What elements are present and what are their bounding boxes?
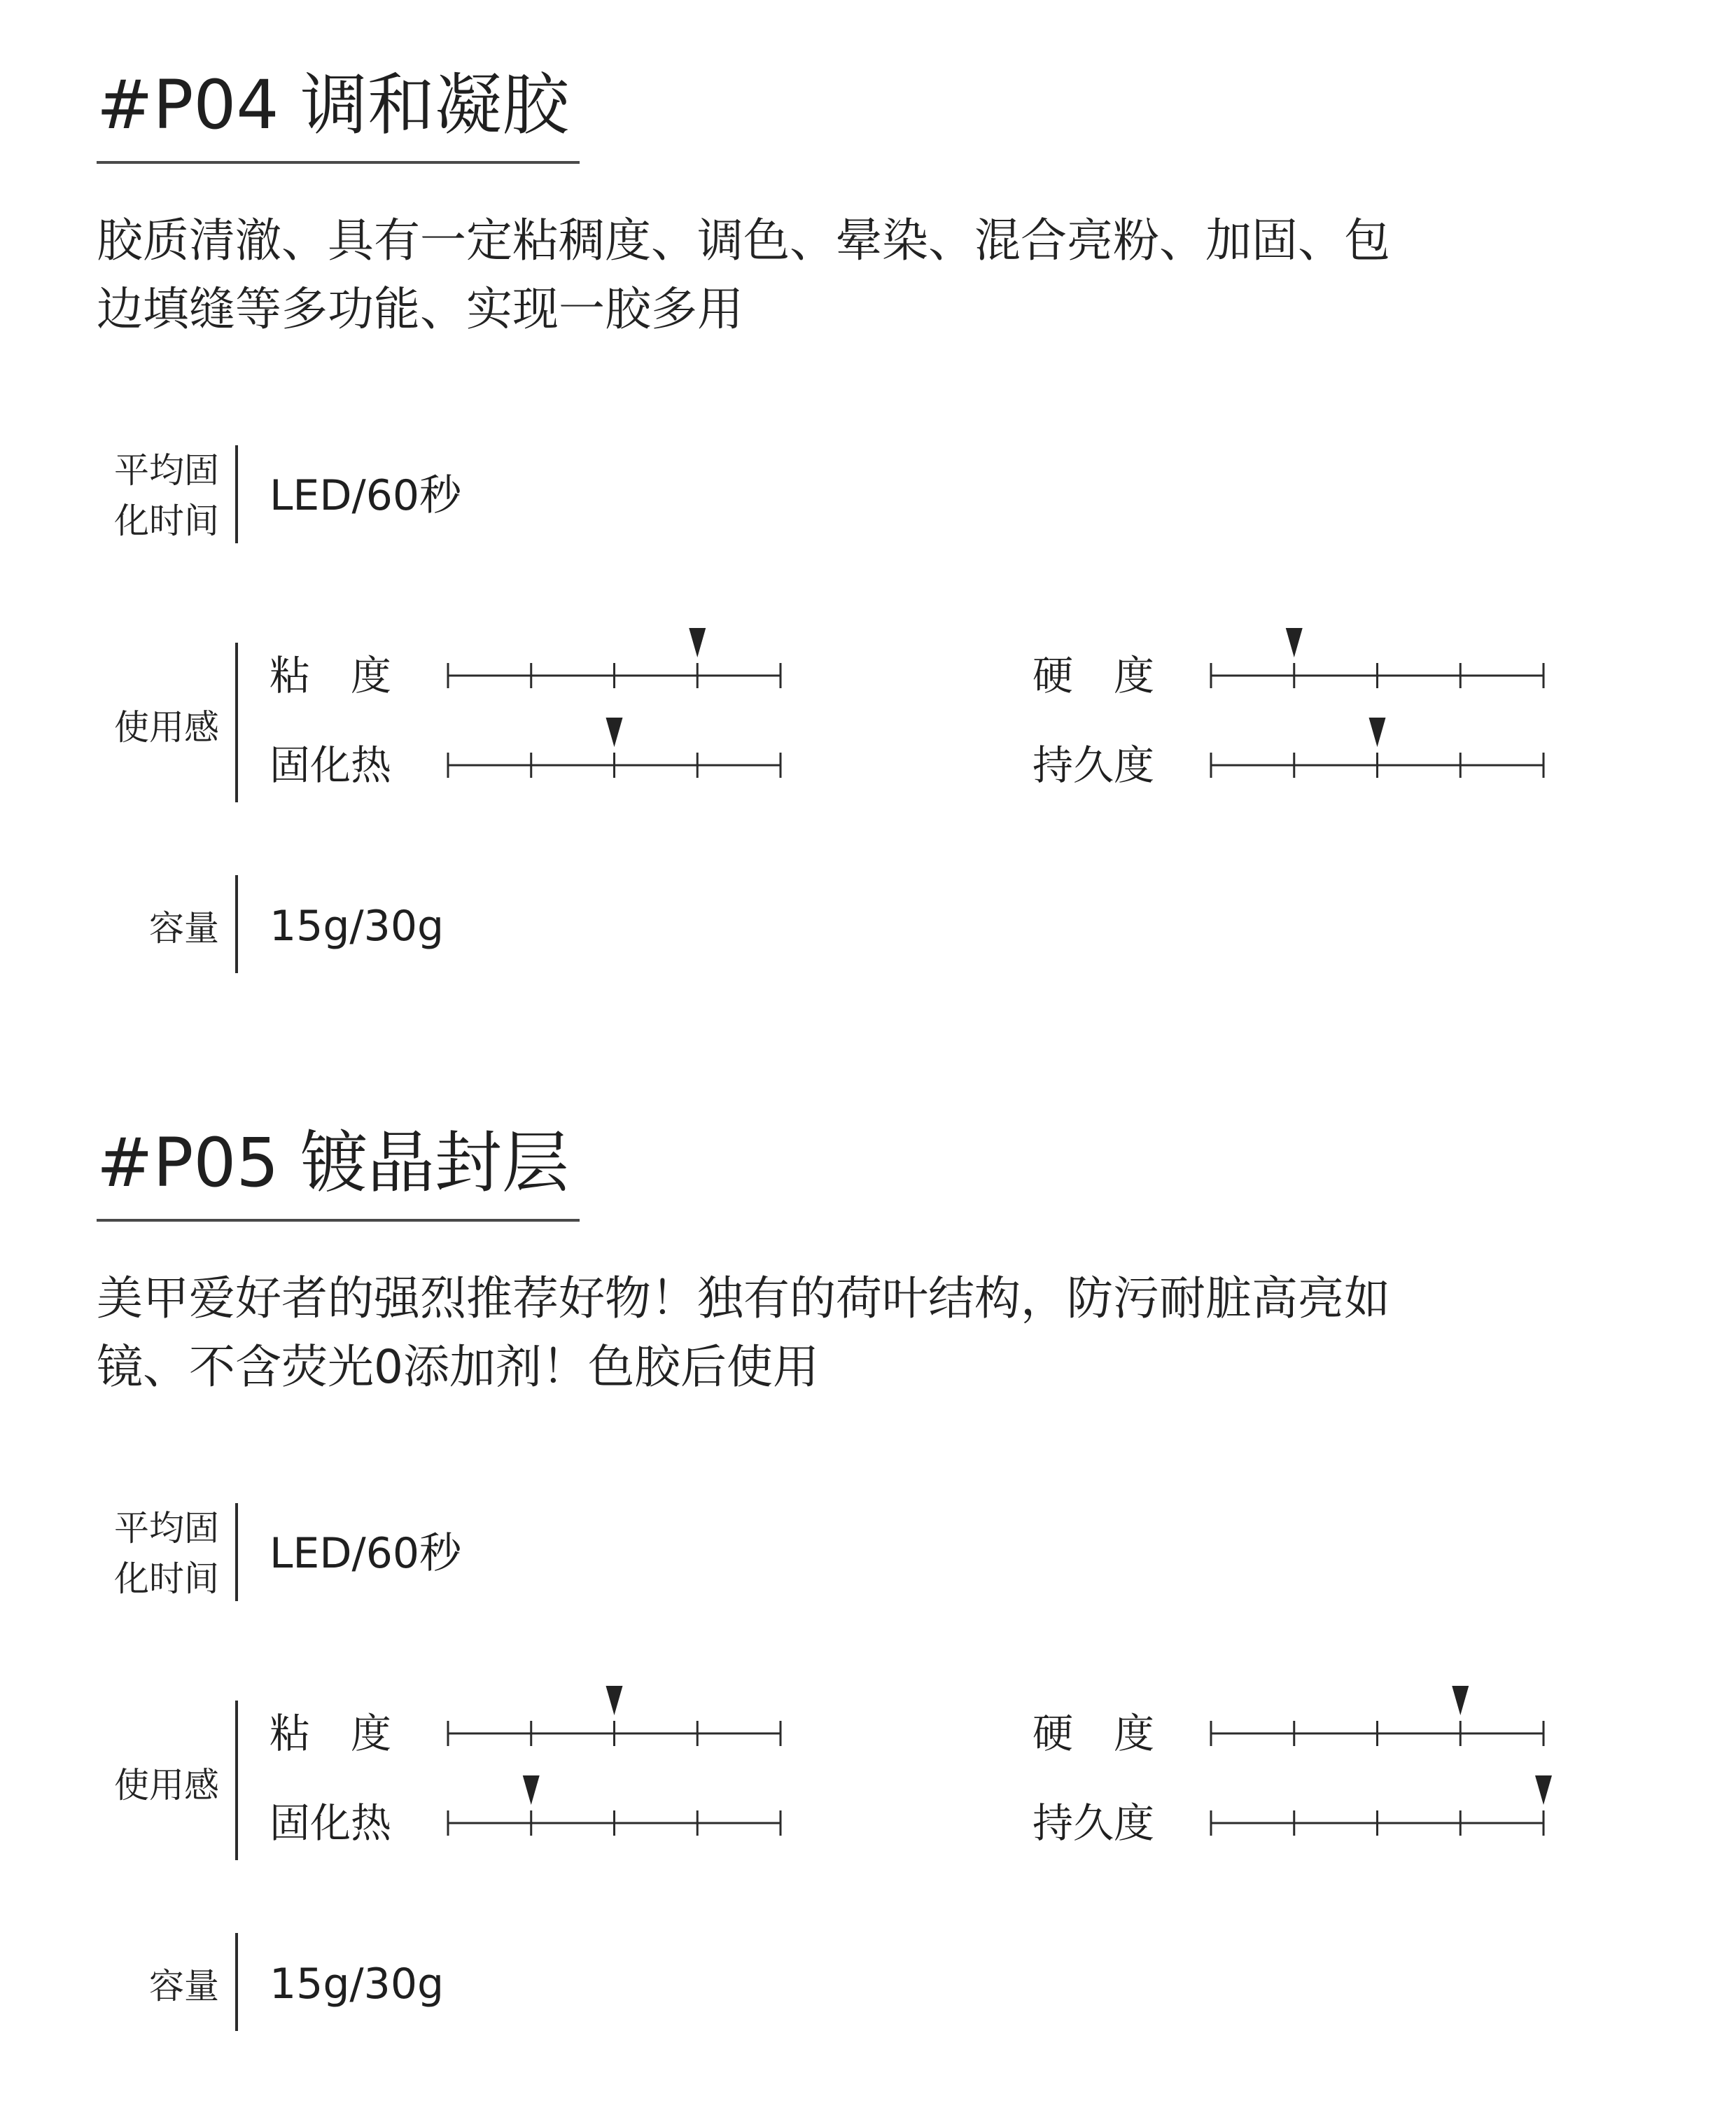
cure-time-label xyxy=(97,1503,219,1604)
scale-marker-icon xyxy=(1369,718,1386,747)
scale-marker-icon xyxy=(1535,1775,1552,1805)
capacity-value: 15g/30g xyxy=(270,902,444,951)
durability-scale xyxy=(1204,1764,1568,1848)
description-line: 胶质清澈、具有一定粘稠度、调色、晕染、混合亮粉、加固、包 xyxy=(97,214,1390,267)
cure-time-label-line2: 化时间 xyxy=(114,1558,219,1599)
curing-heat-scale xyxy=(441,706,805,790)
scale-marker-icon xyxy=(689,628,706,657)
capacity-value: 15g/30g xyxy=(270,1960,444,2009)
capacity-label: 容量 xyxy=(149,908,219,949)
divider xyxy=(235,643,238,802)
description-line: 镜、不含荧光0添加剂！色胶后使用 xyxy=(97,1340,819,1394)
capacity-label: 容量 xyxy=(149,1966,219,2006)
viscosity-label: 粘 度 xyxy=(270,652,392,699)
feel-label: 使用感 xyxy=(114,1765,219,1806)
divider xyxy=(235,1933,238,2031)
divider xyxy=(235,875,238,973)
cure-time-value: LED/60秒 xyxy=(270,1529,462,1578)
product-title: #P05 镀晶封层 xyxy=(97,1124,569,1202)
hardness-scale xyxy=(1204,616,1568,700)
durability-label: 持久度 xyxy=(1032,741,1155,789)
curing-heat-scale xyxy=(441,1764,805,1848)
viscosity-scale xyxy=(441,1674,805,1758)
divider xyxy=(235,1503,238,1601)
scale-marker-icon xyxy=(1452,1686,1469,1715)
scale-marker-icon xyxy=(606,718,623,747)
cure-time-label-line1: 平均固 xyxy=(114,450,219,491)
curing-heat-label: 固化热 xyxy=(270,1799,392,1847)
scale-marker-icon xyxy=(1286,628,1303,657)
description-line: 边填缝等多功能、实现一胶多用 xyxy=(97,282,743,336)
durability-scale xyxy=(1204,706,1568,790)
cure-time-label xyxy=(97,445,219,546)
product-section-p05 xyxy=(0,1058,1736,2108)
product-section-p04 xyxy=(0,0,1736,1050)
divider xyxy=(235,445,238,543)
title-underline xyxy=(97,161,580,164)
hardness-label: 硬 度 xyxy=(1032,652,1155,699)
scale-marker-icon xyxy=(523,1775,540,1805)
title-underline xyxy=(97,1219,580,1222)
cure-time-label-line2: 化时间 xyxy=(114,501,219,541)
feel-label: 使用感 xyxy=(114,707,219,748)
product-description xyxy=(97,207,1658,344)
viscosity-scale xyxy=(441,616,805,700)
durability-label: 持久度 xyxy=(1032,1799,1155,1847)
product-title: #P04 调和凝胶 xyxy=(97,66,569,144)
product-description xyxy=(97,1264,1658,1402)
hardness-scale xyxy=(1204,1674,1568,1758)
hardness-label: 硬 度 xyxy=(1032,1710,1155,1757)
divider xyxy=(235,1701,238,1860)
curing-heat-label: 固化热 xyxy=(270,741,392,789)
cure-time-label-line1: 平均固 xyxy=(114,1508,219,1549)
cure-time-value: LED/60秒 xyxy=(270,471,462,520)
scale-marker-icon xyxy=(606,1686,623,1715)
viscosity-label: 粘 度 xyxy=(270,1710,392,1757)
description-line: 美甲爱好者的强烈推荐好物！独有的荷叶结构，防污耐脏高亮如 xyxy=(97,1271,1390,1325)
